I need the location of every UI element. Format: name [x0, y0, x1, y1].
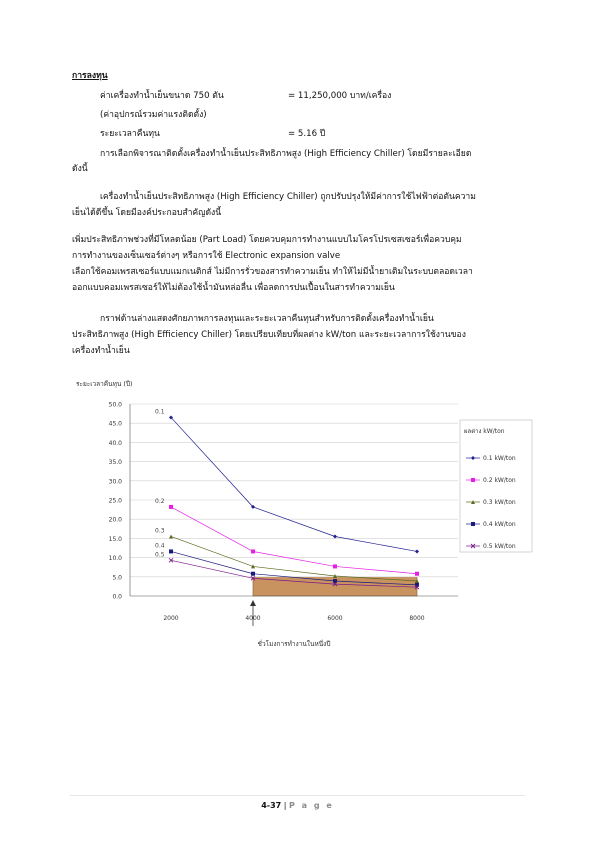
- data-point: [251, 572, 255, 576]
- x-tick-label: 2000: [163, 615, 179, 622]
- section-heading: การลงทุน: [72, 71, 108, 81]
- y-tick-label: 5.0: [112, 574, 122, 582]
- paragraph-3-line-2: การทำงานของเซ็นเซอร์ต่างๆ หรือการใช้ Electronic expansion valve: [72, 251, 341, 261]
- y-tick-label: 35.0: [108, 459, 122, 467]
- legend-box: [460, 420, 532, 552]
- x-axis-label: ชั่วโมงการทำงานในหนึ่งปี: [257, 640, 331, 648]
- cost-note: (ค่าอุปกรณ์รวมค่าแรงติดตั้ง): [100, 110, 207, 120]
- cost-value: = 11,250,000 บาท/เครื่อง: [288, 91, 392, 101]
- legend-title: ผลต่าง kW/ton: [464, 428, 505, 435]
- paragraph-4-line-3: เครื่องทำน้ำเย็น: [72, 346, 130, 356]
- paragraph-4-line-1: กราฟด้านล่างแสดงศักยภาพการลงทุนและระยะเวลาคืนทุนสำหรับการติดตั้งเครื่องทำน้ำเย็น: [100, 314, 434, 324]
- page-label: P a g e: [289, 801, 334, 810]
- legend-label: 0.5 kW/ton: [483, 543, 516, 550]
- paragraph-3-line-3: เลือกใช้คอมเพรสเซอร์แบบแมกเนติกส์ ไม่มีการรั่วของสารทำความเย็น ทำให้ไม่มีน้ำยาเติมในระบบตลอดเวลา: [72, 267, 473, 277]
- legend-label: 0.1 kW/ton: [483, 455, 516, 462]
- series-value-label: 0.5: [155, 551, 165, 559]
- paragraph-2-line-2: เย็นได้ดีขึ้น โดยมีองค์ประกอบสำคัญดังนี้: [72, 208, 222, 218]
- series-value-label: 0.4: [155, 542, 165, 550]
- legend-marker: [471, 478, 475, 482]
- series-value-label: 0.1: [155, 408, 165, 416]
- legend-label: 0.3 kW/ton: [483, 499, 516, 506]
- footer-separator: |: [283, 801, 287, 810]
- legend-marker: [471, 522, 475, 526]
- paragraph-1-line-2: ดังนี้: [72, 164, 88, 174]
- page-footer: [0, 801, 595, 810]
- series-value-label: 0.2: [155, 497, 165, 505]
- y-tick-label: 50.0: [108, 401, 122, 409]
- legend-label: 0.2 kW/ton: [483, 477, 516, 484]
- data-point: [251, 549, 255, 553]
- y-tick-label: 10.0: [108, 555, 122, 563]
- payback-value: = 5.16 ปี: [288, 129, 326, 139]
- arrow-head: [250, 600, 256, 606]
- data-point: [169, 549, 173, 553]
- payback-label: ระยะเวลาคืนทุน: [100, 129, 160, 139]
- paragraph-4-line-2: ประสิทธิภาพสูง (High Efficiency Chiller) โดยเปรียบเทียบที่ผลต่าง kW/ton และระยะเวลาการใช้งานของ: [72, 330, 466, 340]
- y-tick-label: 45.0: [108, 420, 122, 428]
- y-tick-label: 40.0: [108, 439, 122, 447]
- y-tick-label: 20.0: [108, 516, 122, 524]
- x-tick-label: 4000: [245, 615, 261, 622]
- footer-divider: [70, 795, 525, 796]
- y-tick-label: 30.0: [108, 478, 122, 486]
- paragraph-2-line-1: เครื่องทำน้ำเย็นประสิทธิภาพสูง (High Efficiency Chiller) ถูกปรับปรุงให้มีค่าการใช้ไฟฟ้าต่อตันความ: [100, 192, 476, 202]
- data-point: [169, 505, 173, 509]
- paragraph-3-line-4: ออกแบบคอมเพรสเซอร์ให้ไม่ต้องใช้น้ำมันหล่อลื่น เพื่อลดการปนเปื้อนในสารทำความเย็น: [72, 283, 395, 293]
- y-tick-label: 15.0: [108, 535, 122, 543]
- data-point: [415, 572, 419, 576]
- cost-label: ค่าเครื่องทำน้ำเย็นขนาด 750 ตัน: [100, 91, 224, 101]
- y-axis-label: ระยะเวลาคืนทุน (ปี): [76, 380, 133, 388]
- series-value-label: 0.3: [155, 527, 165, 535]
- y-tick-label: 0.0: [112, 593, 122, 601]
- legend-label: 0.4 kW/ton: [483, 521, 516, 528]
- paragraph-1-line-1: การเลือกพิจารณาติดตั้งเครื่องทำน้ำเย็นประสิทธิภาพสูง (High Efficiency Chiller) โดยมีรายละเอียด: [100, 149, 472, 159]
- x-tick-label: 8000: [409, 615, 425, 622]
- y-tick-label: 25.0: [108, 497, 122, 505]
- x-tick-label: 6000: [327, 615, 343, 622]
- data-point: [333, 564, 337, 568]
- paragraph-3-line-1: เพิ่มประสิทธิภาพช่วงที่มีโหลดน้อย (Part Load) โดยควบคุมการทำงานแบบไมโครโปรเซสเซอร์เพื่อควบคุม: [72, 235, 462, 245]
- page-number: 4-37: [261, 801, 282, 810]
- payback-chart: [66, 372, 536, 657]
